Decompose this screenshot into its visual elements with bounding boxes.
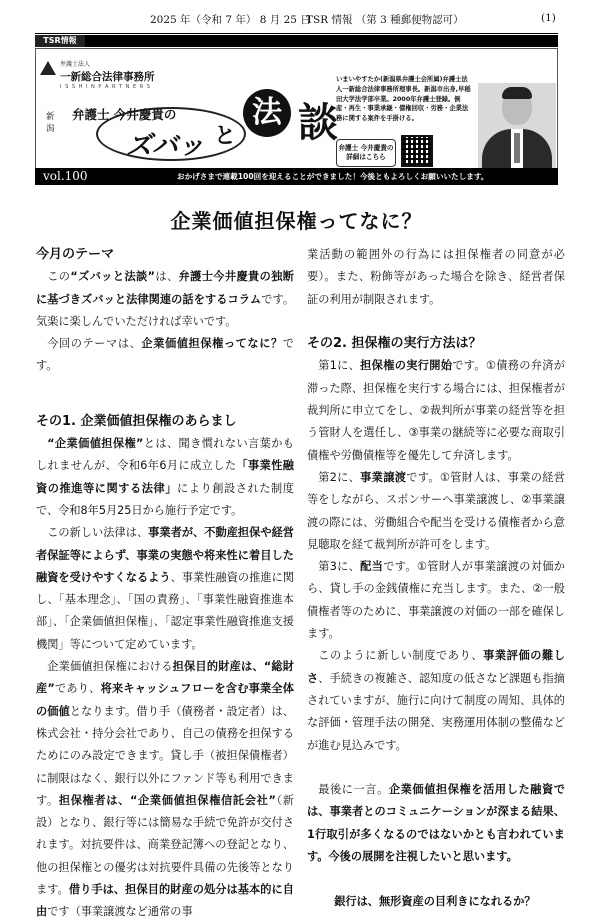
intro-paragraph-2: 今回のテーマは、企業価値担保権ってなに？です。 bbox=[36, 337, 294, 373]
section-2-paragraph-2: 第2に、事業譲渡です。①管財人は、事業の経営等をしながら、スポンサーへ事業譲渡し、②事業譲渡の際には、労働組合や配当を受ける債権者から意見聴取を経て裁判所が許可をします。 bbox=[307, 470, 565, 551]
left-column bbox=[36, 244, 294, 924]
firm-mark-icon bbox=[40, 61, 56, 75]
section-1-continuation: 業活動の範囲外の行為には担保権者の同意が必要）。また、粉飾等があった場合を除き、経営者保証の利用が制限されます。 bbox=[307, 248, 565, 306]
closing-line: 銀行は、無形資産の目利きになれるか？ bbox=[334, 894, 536, 908]
series-hou-circle: 法 bbox=[243, 89, 291, 137]
right-column bbox=[307, 244, 565, 913]
theme-heading: 今月のテーマ bbox=[36, 247, 115, 262]
section-1-paragraph-3: 企業価値担保権における担保目的財産は、“総財産”であり、将来キャッシュフローを含む事業全体の価値となります。借り手（債務者・設定者）は、株式会社・持分会社であり、自己の債務を担保するためにのみ設定できます。貸し手（被担保債権者）に制限はなく、銀行以外にファンド等も利用できます。担保権者は、“企業価値担保権信託会社”（新設）となり、銀行等には簡易な手続で免許が交付されます。対抗要件は、商業登記簿への登記となり、他の担保権との優劣は対抗要件具備の先後等となります。借り手は、担保目的財産の処分は基本的に自由です（事業譲渡など通常の事 bbox=[36, 660, 294, 919]
masthead-bar bbox=[35, 35, 558, 47]
section-2-paragraph-1: 第1に、担保権の実行開始です。①債務の弁済が滞った際、担保権を実行する場合には、担保権者が裁判所に申立てをし、②裁判所が事業の経営等を担う管財人を選任し、③事業の継続等に必要な商取引債権や労働債権等を優先して弁済します。 bbox=[307, 359, 565, 462]
section-1-heading: その1. 企業価値担保権のあらまし bbox=[36, 413, 237, 429]
article-title: 企業価値担保権ってなに？ bbox=[170, 209, 423, 233]
firm-name: 一新総合法律事務所 bbox=[60, 71, 155, 83]
author-portrait bbox=[478, 83, 556, 169]
intro-paragraph-1: この“ズバッと法談”は、弁護士今井慶貴の独断に基づきズバッと法律関連の話をするコラムです。気楽に楽しんでいただければ幸いです。 bbox=[36, 270, 295, 328]
section-1-paragraph-1: “企業価値担保権”とは、聞き慣れない言葉かもしれませんが、令和6年6月に成立した「事業性融資の推進等に関する法律」により創設された制度で、令和8年5月25日から施行予定です。 bbox=[36, 437, 294, 517]
volume-bar bbox=[35, 168, 558, 185]
volume-number: vol.100 bbox=[43, 169, 88, 183]
series-to: と bbox=[214, 124, 237, 149]
firm-logo bbox=[46, 59, 206, 91]
section-2-paragraph-3: 第3に、配当です。①管財人が事業譲渡の対価から、貸し手の金銭債権に充当します。また、②一般債権者等のために、事業譲渡の対価の一部を確保します。 bbox=[307, 560, 565, 641]
issue-header bbox=[0, 12, 593, 28]
series-zubatto: ズバッ bbox=[126, 131, 205, 161]
publication-name: TSR 情報 （第 3 種郵便物認可） bbox=[306, 14, 464, 26]
section-2-heading: その2. 担保権の実行方法は？ bbox=[307, 336, 482, 352]
column-banner bbox=[35, 48, 558, 168]
page-number: (1) bbox=[541, 12, 556, 24]
volume-message: おかげさまで連載100回を迎えることができました！今後ともよろしくお願いいたします。 bbox=[177, 172, 489, 181]
series-author: 弁護士 今井慶貴の bbox=[72, 107, 177, 122]
qr-code-icon[interactable] bbox=[401, 135, 433, 167]
author-details-link[interactable]: 弁護士 今井慶貴の 詳細はこちら bbox=[336, 139, 396, 167]
section-1-paragraph-2: この新しい法律は、事業者が、不動産担保や経営者保証等によらず、事業の実態や将来性に着目した融資を受けやすくなるよう、事業性融資の推進に関し、「基本理念」、「国の責務」、「事業性融資推進本部」、「企業価値担保権」、「認定事業性融資推進支援機関」等について定めています。 bbox=[36, 526, 294, 651]
header-rule bbox=[35, 33, 558, 34]
author-bio: いまいやすたか(新潟県弁護士会所属)弁護士法人一新総合法律事務所理事長。新潟市出身,早稲田大学法学部卒業。2000年弁護士登録。倒産・再生・事業承継・債権回収・労務・企業法務に関する案件を手掛ける。 bbox=[336, 76, 471, 123]
firm-english-name: I S S H I N P A R T N E R S bbox=[60, 84, 151, 90]
section-2-paragraph-4: このように新しい制度であり、事業評価の難しさ、手続きの複雑さ、認知度の低さなど課題も指摘されていますが、施行に向けて制度の周知、具体的な評価・管理手法の開発、実務運用体制の整備などが進む見込みです。 bbox=[307, 649, 565, 752]
firm-type: 弁護士法人 bbox=[60, 61, 91, 68]
series-dan: 談 bbox=[298, 99, 338, 146]
issue-date: 2025 年（令和 7 年） 8 月 25 日 bbox=[150, 14, 311, 26]
section-tag: TSR情報 bbox=[35, 35, 85, 47]
final-paragraph: 最後に一言。企業価値担保権を活用した融資では、事業者とのコミュニケーションが深まる結果、1行取引が多くなるのではないかとも言われています。今後の展開を注視したいと思います。 bbox=[307, 783, 565, 864]
series-region: 新潟 bbox=[46, 112, 55, 134]
